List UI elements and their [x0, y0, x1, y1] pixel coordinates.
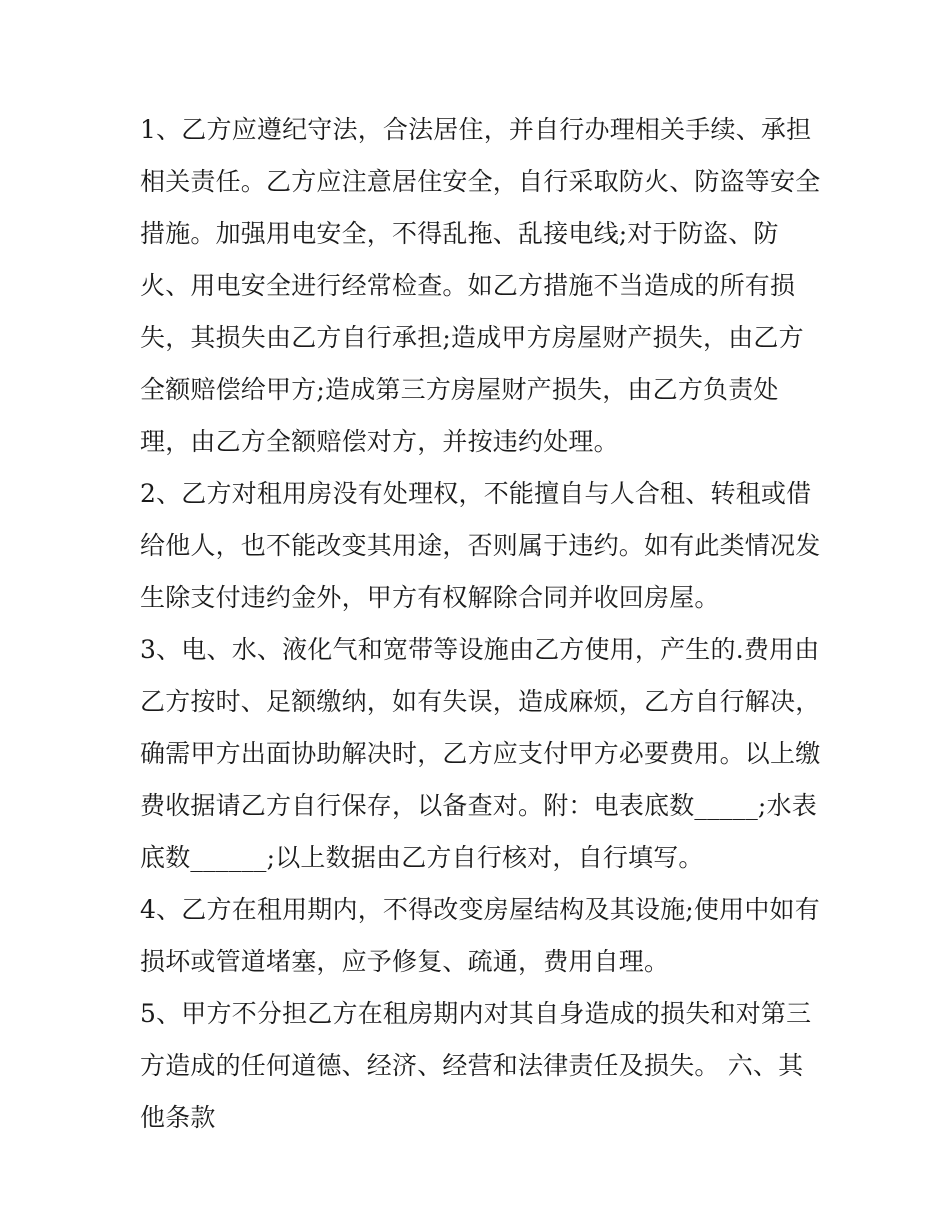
text-line: 火、用电安全进行经常检查。如乙方措施不当造成的所有损 [140, 271, 796, 300]
text-line: 生除支付违约金外，甲方有权解除合同并收回房屋。 [140, 583, 720, 612]
text-line: 损坏或管道堵塞，应予修复、疏通，费用自理。 [140, 947, 670, 976]
text-line: 给他人，也不能改变其用途，否则属于违约。如有此类情况发 [140, 531, 821, 560]
text-line: 理，由乙方全额赔偿对方，并按违约处理。 [140, 427, 619, 456]
text-line: 费收据请乙方自行保存，以备查对。附：电表底数_____;水表 [140, 791, 817, 820]
text-line: 他条款 [140, 1103, 216, 1132]
text-line: 底数______;以上数据由乙方自行核对，自行填写。 [140, 843, 704, 872]
text-line: 确需甲方出面协助解决时，乙方应支付甲方必要费用。以上缴 [140, 739, 821, 768]
text-line: 相关责任。乙方应注意居住安全，自行采取防火、防盗等安全 [140, 167, 821, 196]
text-line: 方造成的任何道德、经济、经营和法律责任及损失。 六、其 [140, 1051, 804, 1080]
text-line: 全额赔偿给甲方;造成第三方房屋财产损失，由乙方负责处 [140, 375, 779, 404]
text-line: 1、乙方应遵纪守法，合法居住，并自行办理相关手续、承担 [140, 115, 812, 144]
text-line: 2、乙方对租用房没有处理权，不能擅自与人合租、转租或借 [140, 479, 812, 508]
contract-clauses [140, 104, 821, 1144]
text-line: 5、甲方不分担乙方在租房期内对其自身造成的损失和对第三 [140, 999, 812, 1028]
text-line: 乙方按时、足额缴纳，如有失误，造成麻烦，乙方自行解决， [140, 687, 821, 716]
text-line: 3、电、水、液化气和宽带等设施由乙方使用，产生的.费用由 [140, 635, 820, 664]
text-line: 失，其损失由乙方自行承担;造成甲方房屋财产损失，由乙方 [140, 323, 804, 352]
text-line: 措施。加强用电安全，不得乱拖、乱接电线;对于防盗、防 [140, 219, 779, 248]
text-line: 4、乙方在租用期内，不得改变房屋结构及其设施;使用中如有 [140, 895, 820, 924]
